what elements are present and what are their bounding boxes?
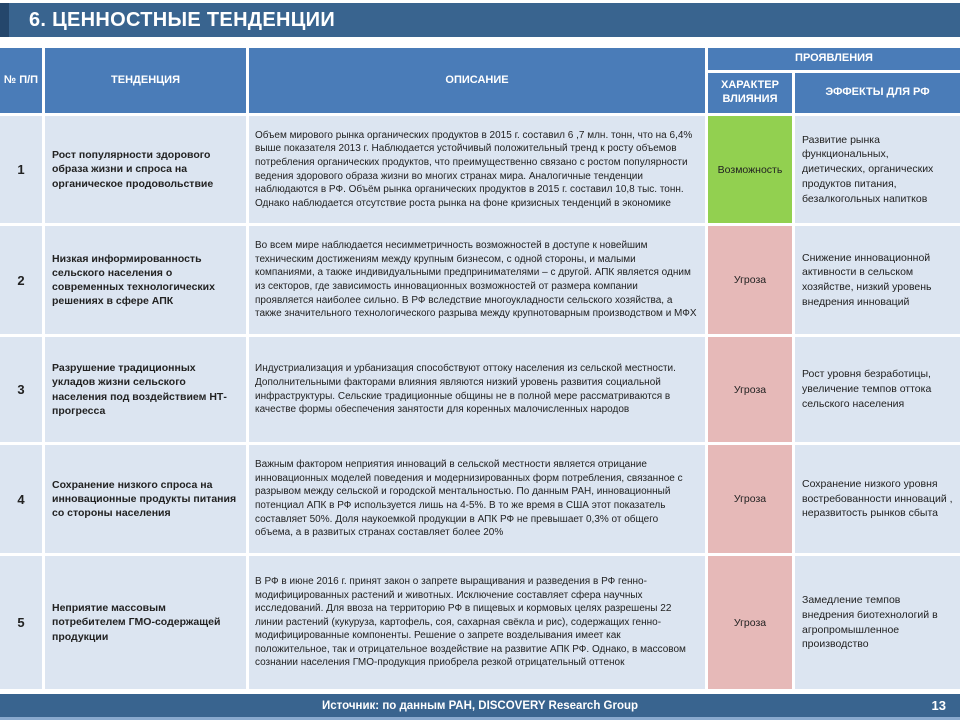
description-cell: Во всем мире наблюдается несимметричность возможностей в доступе к новейшим техническим достижениям между крупным бизнесом, с одной стороны, и малыми компаниями, а также индивидуальными предпринимателями – с другой. АПК является одним из секторов, где зависимость инновационных возможностей от размера компании проявляется наиболее сильно. В РФ вследствие многоукладности сельского хозяйства, а также значительного технологического разрыва между крупнотоварным производством и МФХ [249,226,705,334]
row-number-cell: 5 [0,556,42,689]
title-accent-bar [0,3,9,37]
description-cell: Объем мирового рынка органических продуктов в 2015 г. составил 6 ,7 млн. тонн, что на 6,4% выше показателя 2013 г. Наблюдается устойчивый положительный тренд к росту объемов потребления органических продуктов, что преимущественно связано с ростом популярности ведения здорового образа жизни во многих странах мира. Аналогичные тенденции наблюдаются в РФ. Объём рынка органических продуктов в 2015 г. составил 10,8 тыс. тонн. Однако наблюдается отсутствие роста рынка на фоне кризисных тенденций в экономике [249,116,705,223]
column-header-description: ОПИСАНИЕ [249,48,705,113]
trend-cell: Сохранение низкого спроса на инновационные продукты питания со стороны населения [45,445,246,553]
column-header-trend: ТЕНДЕНЦИЯ [45,48,246,113]
page-title: 6. ЦЕННОСТНЫЕ ТЕНДЕНЦИИ [29,8,336,31]
row-number-cell: 4 [0,445,42,553]
row-number-cell: 3 [0,337,42,442]
trend-cell: Рост популярности здорового образа жизни и спроса на органическое продовольствие [45,116,246,223]
impact-type-cell: Угроза [708,445,792,553]
footer-bar [0,694,960,717]
trend-cell: Неприятие массовым потребителем ГМО-содержащей продукции [45,556,246,689]
column-header-impact: ХАРАКТЕР ВЛИЯНИЯ [708,73,792,113]
column-header-manifestations: ПРОЯВЛЕНИЯ [708,48,960,70]
description-cell: Важным фактором неприятия инноваций в сельской местности является отрицание инновационных моделей поведения и модернизированных форм потребления, связанное с разрывом между сельской и городской ментальностью. По данным РАН, инновационный потенциал АПК в РФ используется лишь на 4-5%. В то же время в США этот показатель составляет 50%. Доля наукоемкой продукции в АПК РФ не превышает 0,3% от общего объема, а в развитых странах составляет более 20% [249,445,705,553]
effects-cell: Развитие рынка функциональных, диетических, органических продуктов питания, безалкогольных напитков [795,116,960,223]
trend-cell: Низкая информированность сельского населения о современных технологических решениях в сфере АПК [45,226,246,334]
impact-type-cell: Угроза [708,556,792,689]
impact-type-cell: Возможность [708,116,792,223]
column-header-effects: ЭФФЕКТЫ ДЛЯ РФ [795,73,960,113]
description-cell: Индустриализация и урбанизация способствуют оттоку населения из сельской местности. Дополнительными факторами влияния являются низкий уровень развития социальной инфраструктуры. Сельские традиционные общины не в полной мере рассматриваются в качестве формы обеспечения занятости для коренных малочисленных народов [249,337,705,442]
title-bar [0,3,960,37]
effects-cell: Замедление темпов внедрения биотехнологий в агропромышленное производство [795,556,960,689]
row-number-cell: 1 [0,116,42,223]
description-cell: В РФ в июне 2016 г. принят закон о запрете выращивания и разведения в РФ генно-модифицированных растений и животных. Исключение составляет сфера научных исследований. Для ввоза на территорию РФ в пищевых и кормовых целях разрешены 22 линии растений (кукуруза, картофель, соя, сахарная свёкла и рис), содержащих генно-модифицированные компоненты. Решение о запрете возделывания имеет как положительное, так и отрицательное воздействие на развитие АПК РФ. Однако, в массовом сознании населения ГМО-продукция приобрела резкой отрицательный оттенок [249,556,705,689]
row-number-cell: 2 [0,226,42,334]
effects-cell: Сохранение низкого уровня востребованности инноваций , неразвитость рынков сбыта [795,445,960,553]
impact-type-cell: Угроза [708,337,792,442]
effects-cell: Рост уровня безработицы, увеличение темпов оттока сельского населения [795,337,960,442]
column-header-num: № П/П [0,48,42,113]
page-number: 13 [931,698,946,713]
effects-cell: Снижение инновационной активности в сельском хозяйстве, низкий уровень внедрения инноваций [795,226,960,334]
impact-type-cell: Угроза [708,226,792,334]
trend-cell: Разрушение традиционных укладов жизни сельского населения под воздействием НТ-прогресса [45,337,246,442]
footer-source: Источник: по данным РАН, DISCOVERY Research Group [321,699,639,712]
trends-table [0,48,960,689]
